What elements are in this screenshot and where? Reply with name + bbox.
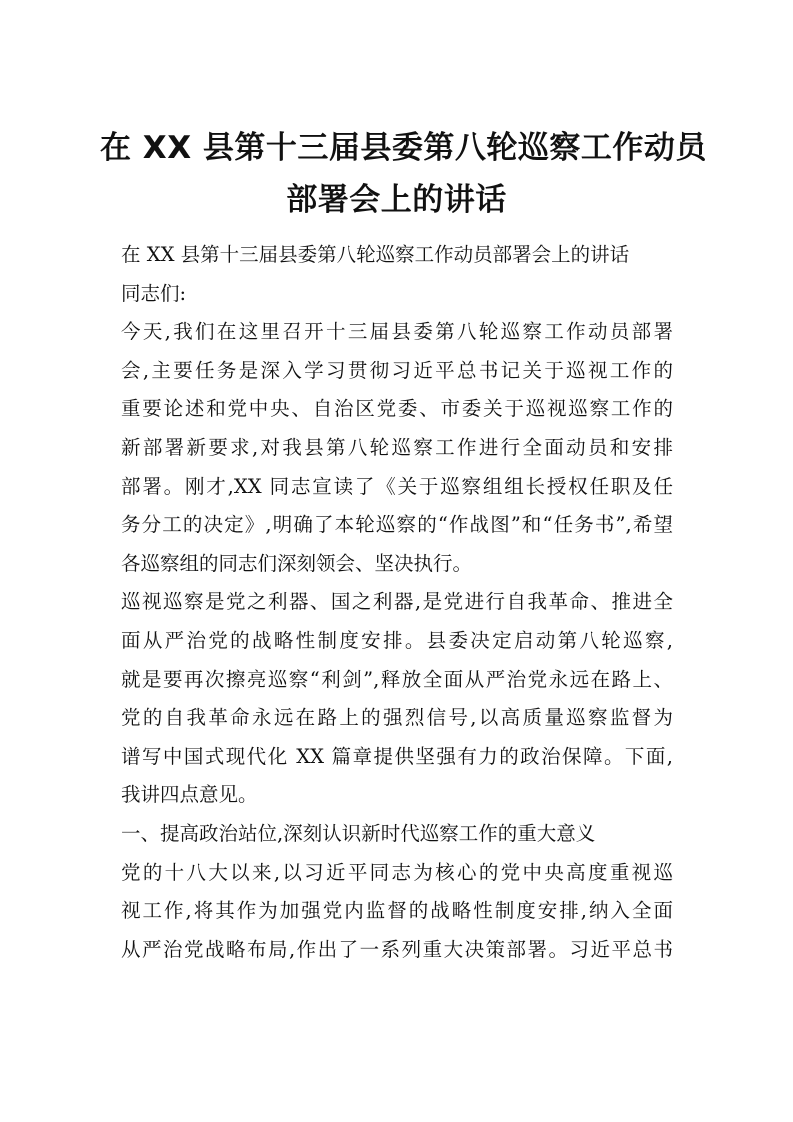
document-body (121, 236, 673, 969)
section-heading: 一、提高政治站位,深刻认识新时代巡察工作的重大意义 (121, 821, 596, 845)
title-line-1: 在 XX 县第十三届县委第八轮巡察工作动员 (100, 130, 707, 166)
body-line: 今天,我们在这里召开十三届县委第八轮巡察工作动员部署 (121, 320, 673, 344)
body-line: 在 XX 县第十三届县委第八轮巡察工作动员部署会上的讲话 (121, 243, 630, 266)
body-line: 党的十八大以来,以习近平同志为核心的党中央高度重视巡 (121, 860, 673, 884)
body-line: 巡视巡察是党之利器、国之利器,是党进行自我革命、推进全 (121, 590, 673, 614)
body-line: 新部署新要求,对我县第八轮巡察工作进行全面动员和安排 (121, 435, 673, 459)
document-title (100, 122, 707, 226)
body-line: 各巡察组的同志们深刻领会、坚决执行。 (121, 551, 473, 575)
body-line: 部署。刚才,XX 同志宣读了《关于巡察组组长授权任职及任 (121, 474, 673, 498)
salutation: 同志们: (121, 281, 187, 305)
body-line: 就是要再次擦亮巡察“利剑”,释放全面从严治党永远在路上、 (121, 667, 673, 691)
body-line: 会,主要任务是深入学习贯彻习近平总书记关于巡视工作的 (121, 358, 673, 382)
body-line: 从严治党战略布局,作出了一系列重大决策部署。习近平总书 (121, 937, 673, 961)
body-line: 重要论述和党中央、自治区党委、市委关于巡视巡察工作的 (121, 397, 673, 421)
body-line: 面从严治党的战略性制度安排。县委决定启动第八轮巡察, (121, 628, 673, 652)
body-line: 我讲四点意见。 (121, 783, 258, 807)
title-line-2: 部署会上的讲话 (286, 182, 507, 218)
body-line: 视工作,将其作为加强党内监督的战略性制度安排,纳入全面 (121, 899, 673, 923)
body-line: 务分工的决定》,明确了本轮巡察的“作战图”和“任务书”,希望 (121, 513, 673, 537)
body-line: 党的自我革命永远在路上的强烈信号,以高质量巡察监督为 (121, 706, 673, 730)
body-line: 谱写中国式现代化 XX 篇章提供坚强有力的政治保障。下面, (121, 744, 673, 768)
